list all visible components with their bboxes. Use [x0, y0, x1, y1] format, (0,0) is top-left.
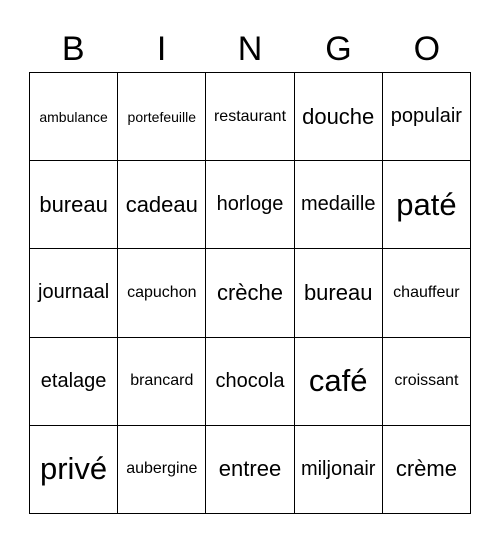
- bingo-cell[interactable]: privé: [30, 426, 118, 514]
- bingo-cell[interactable]: entree: [206, 426, 294, 514]
- bingo-cell[interactable]: capuchon: [118, 249, 206, 337]
- bingo-cell[interactable]: douche: [295, 73, 383, 161]
- header-letter-i: I: [156, 30, 167, 68]
- bingo-cell[interactable]: ambulance: [30, 73, 118, 161]
- bingo-cell[interactable]: journaal: [30, 249, 118, 337]
- bingo-grid: [29, 72, 471, 514]
- bingo-cell[interactable]: bureau: [30, 161, 118, 249]
- bingo-cell[interactable]: portefeuille: [118, 73, 206, 161]
- bingo-cell[interactable]: medaille: [295, 161, 383, 249]
- bingo-cell[interactable]: restaurant: [206, 73, 294, 161]
- bingo-cell[interactable]: crèche: [206, 249, 294, 337]
- header-letter-b: B: [61, 30, 85, 68]
- bingo-cell[interactable]: chauffeur: [383, 249, 471, 337]
- header-letter-n: N: [237, 30, 263, 68]
- bingo-cell[interactable]: populair: [383, 73, 471, 161]
- bingo-cell[interactable]: paté: [383, 161, 471, 249]
- bingo-cell[interactable]: croissant: [383, 338, 471, 426]
- bingo-cell[interactable]: cadeau: [118, 161, 206, 249]
- bingo-header: [29, 24, 471, 74]
- bingo-cell[interactable]: crème: [383, 426, 471, 514]
- bingo-cell[interactable]: horloge: [206, 161, 294, 249]
- bingo-cell[interactable]: café: [295, 338, 383, 426]
- header-letter-o: O: [413, 30, 441, 68]
- bingo-cell[interactable]: aubergine: [118, 426, 206, 514]
- header-letter-g: G: [325, 30, 352, 68]
- bingo-cell[interactable]: miljonair: [295, 426, 383, 514]
- bingo-cell[interactable]: chocola: [206, 338, 294, 426]
- bingo-cell[interactable]: brancard: [118, 338, 206, 426]
- bingo-cell[interactable]: bureau: [295, 249, 383, 337]
- bingo-cell[interactable]: etalage: [30, 338, 118, 426]
